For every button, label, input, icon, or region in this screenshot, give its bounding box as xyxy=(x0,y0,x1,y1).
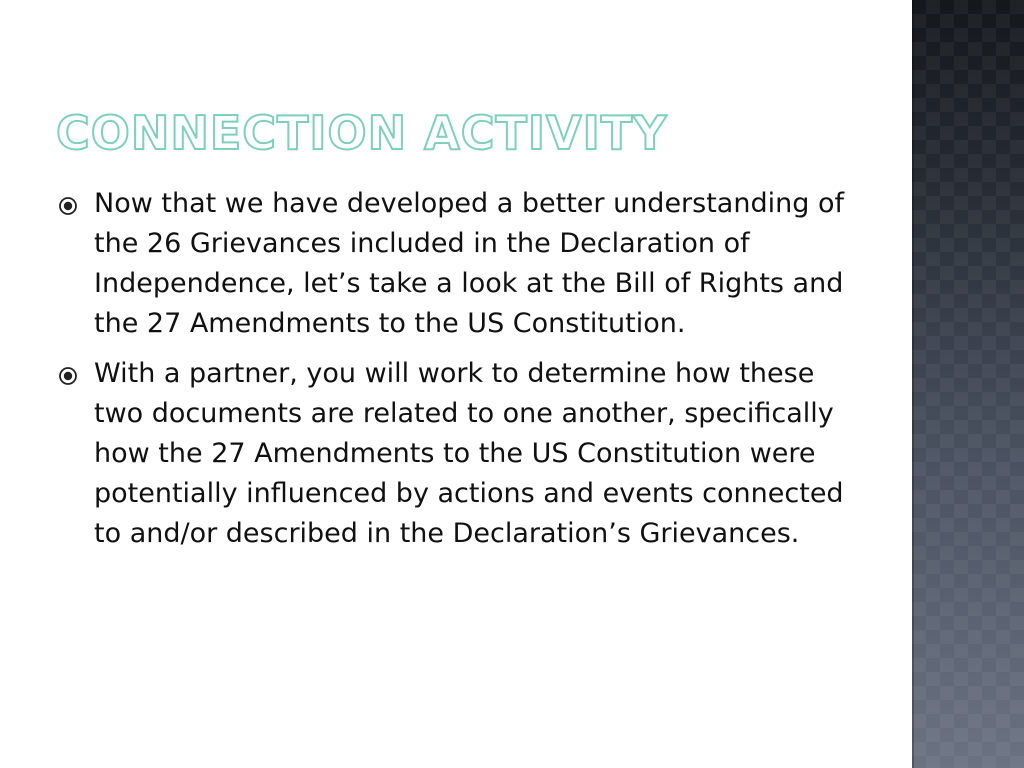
bullet-item xyxy=(58,354,858,554)
bullet-text: With a partner, you will work to determine how these two documents are related to one another, specifically how the 27 Amendments to the US Constitution were potentially influenced by actions and events connected to and/or described in the Declaration’s Grievances. xyxy=(94,358,844,549)
bullet-list xyxy=(58,184,858,564)
bullet-item xyxy=(58,184,858,344)
target-bullet-icon xyxy=(58,366,78,386)
slide-title: CONNECTION ACTIVITY xyxy=(56,106,668,160)
decorative-side-panel xyxy=(912,0,1024,768)
side-panel-edge xyxy=(912,0,914,768)
target-bullet-icon xyxy=(58,196,78,216)
bullet-text: Now that we have developed a better understanding of the 26 Grievances included in the Declaration of Independence, let’s take a look at the Bill of Rights and the 27 Amendments to the US Constitution. xyxy=(94,188,844,339)
